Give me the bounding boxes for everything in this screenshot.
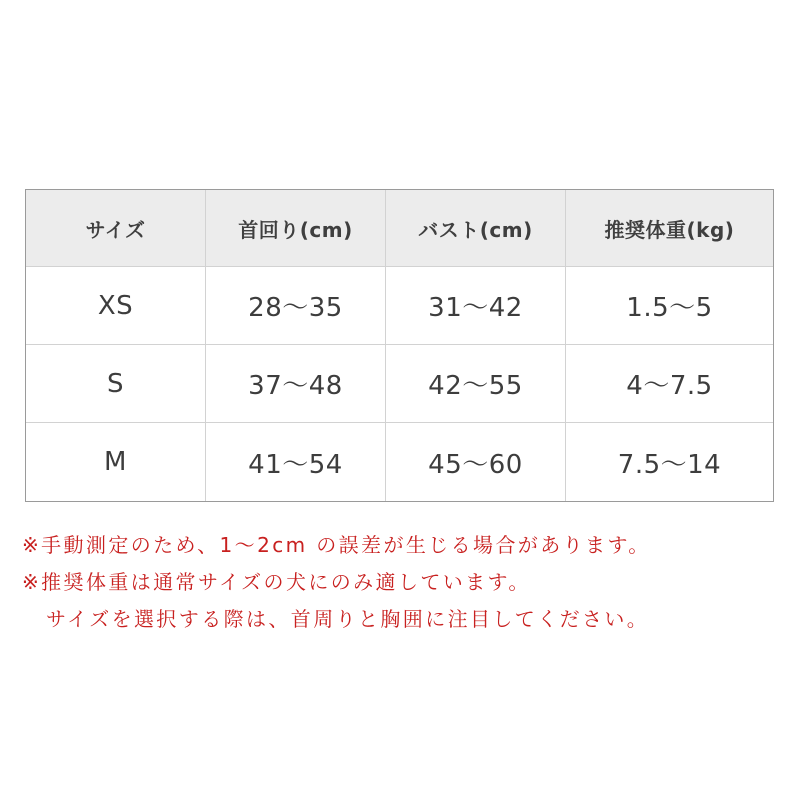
size-chart-grid <box>26 190 773 501</box>
cell-size-xs: XS <box>26 267 206 345</box>
size-chart-table <box>25 189 774 502</box>
cell-neck-m: 41〜54 <box>206 423 386 501</box>
notes-block <box>22 527 782 638</box>
note-weight-recommendation: ※推奨体重は通常サイズの犬にのみ適しています。 <box>22 570 531 594</box>
cell-bust-m: 45〜60 <box>386 423 566 501</box>
header-weight: 推奨体重(kg) <box>566 190 773 267</box>
header-size: サイズ <box>26 190 206 267</box>
cell-size-m: M <box>26 423 206 501</box>
cell-neck-s: 37〜48 <box>206 345 386 423</box>
cell-weight-xs: 1.5〜5 <box>566 267 773 345</box>
cell-neck-xs: 28〜35 <box>206 267 386 345</box>
header-bust: バスト(cm) <box>386 190 566 267</box>
cell-weight-s: 4〜7.5 <box>566 345 773 423</box>
cell-weight-m: 7.5〜14 <box>566 423 773 501</box>
cell-size-s: S <box>26 345 206 423</box>
note-selection-advice: サイズを選択する際は、首周りと胸囲に注目してください。 <box>46 607 650 631</box>
cell-bust-s: 42〜55 <box>386 345 566 423</box>
header-neck: 首回り(cm) <box>206 190 386 267</box>
cell-bust-xs: 31〜42 <box>386 267 566 345</box>
note-measurement-error: ※手動測定のため、1〜2cm の誤差が生じる場合があります。 <box>22 533 651 557</box>
